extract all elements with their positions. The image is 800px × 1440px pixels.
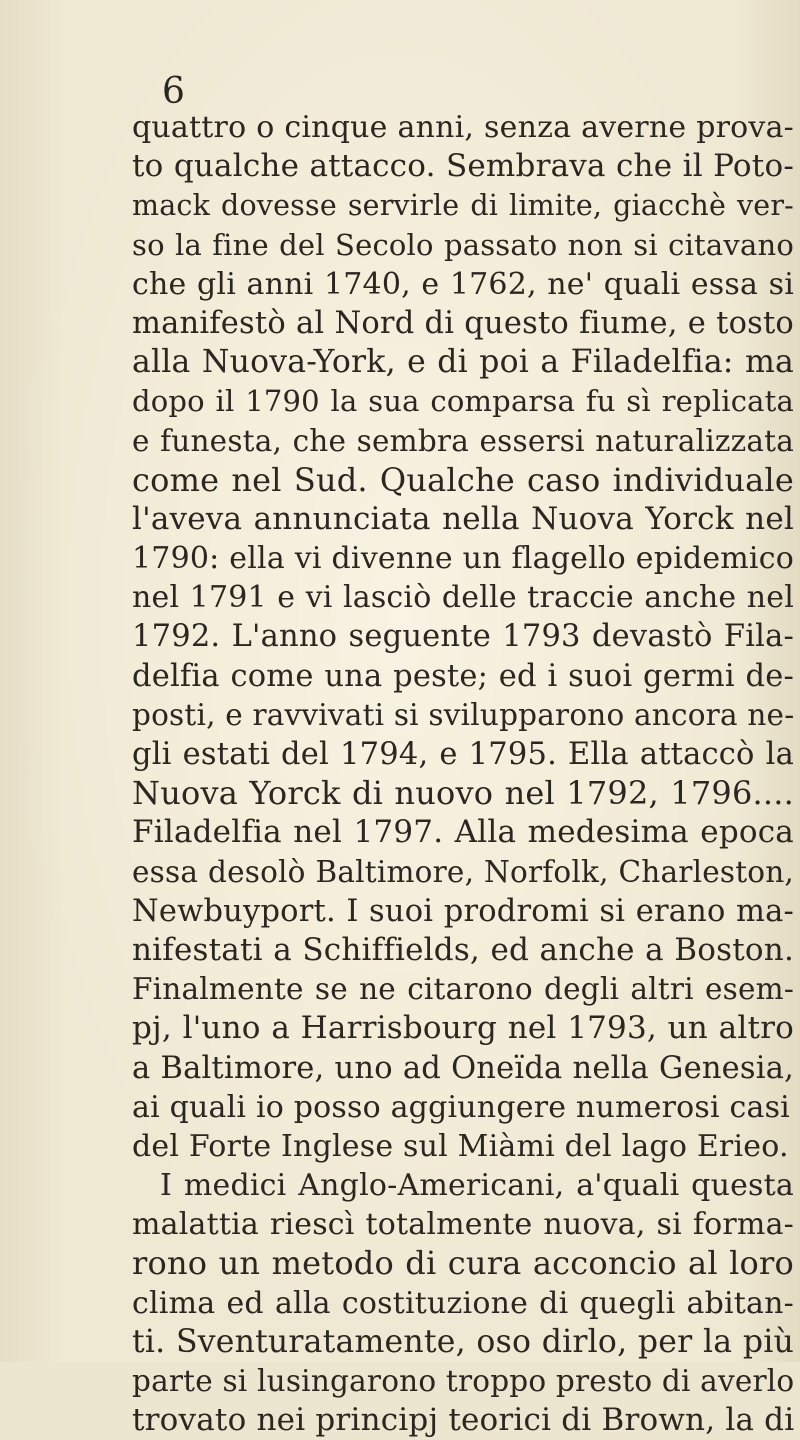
body-text bbox=[132, 108, 794, 1440]
text-line: clima ed alla costituzione di quegli abitan- bbox=[132, 1285, 794, 1321]
page-number: 6 bbox=[162, 71, 185, 112]
text-line: del Forte Inglese sul Miàmi del lago Erieo. bbox=[132, 1128, 789, 1164]
text-line: parte si lusingarono troppo presto di averlo bbox=[132, 1364, 794, 1398]
text-line: alla Nuova-York, e di poi a Filadelfia: ma bbox=[132, 344, 794, 381]
text-line: rono un metodo di cura acconcio al loro bbox=[132, 1244, 794, 1283]
text-line: nel 1791 e vi lasciò delle traccie anche nel bbox=[132, 580, 794, 616]
text-line: essa desolò Baltimore, Norfolk, Charleston, bbox=[132, 854, 794, 889]
text-line: ai quali io posso aggiungere numerosi casi bbox=[132, 1089, 790, 1125]
text-line: mack dovesse servirle di limite, giacchè ver- bbox=[132, 189, 794, 223]
text-line: malattia riescì totalmente nuova, si forma- bbox=[132, 1207, 794, 1243]
text-line: I medici Anglo-Americani, a'quali questa bbox=[160, 1168, 794, 1204]
text-line: come nel Sud. Qualche caso individuale bbox=[132, 460, 794, 499]
text-line: dopo il 1790 la sua comparsa fu sì replicata bbox=[132, 384, 794, 419]
text-line: Finalmente se ne citarono degli altri esem- bbox=[132, 972, 794, 1007]
text-line: che gli anni 1740, e 1762, ne' quali essa si bbox=[132, 266, 794, 302]
text-line: so la fine del Secolo passato non si citavano bbox=[132, 227, 794, 262]
text-line: nifestati a Schiffields, ed anche a Boston. bbox=[132, 931, 794, 968]
text-line: 1790: ella vi divenne un flagello epidemico bbox=[132, 541, 794, 577]
text-line: delfia come una peste; ed i suoi germi de- bbox=[132, 658, 794, 694]
text-line: l'aveva annunciata nella Nuova Yorck nel bbox=[132, 500, 794, 537]
text-line: a Baltimore, uno ad Oneïda nella Genesia, bbox=[132, 1050, 794, 1086]
text-line: ti. Sventuratamente, oso dirlo, per la più bbox=[132, 1323, 794, 1360]
text-line: quattro o cinque anni, senza averne prova- bbox=[132, 110, 794, 145]
text-line: posti, e ravvivati si svilupparono ancora ne- bbox=[132, 697, 794, 732]
text-line: e funesta, che sembra essersi naturalizzata bbox=[132, 423, 794, 458]
text-line: manifestò al Nord di questo fiume, e tosto bbox=[132, 305, 794, 341]
text-line: 1792. L'anno seguente 1793 devastò Fila- bbox=[132, 619, 794, 655]
text-line: pj, l'uno a Harrisbourg nel 1793, un altro bbox=[132, 1010, 794, 1047]
text-line: gli estati del 1794, e 1795. Ella attaccò la bbox=[132, 737, 794, 772]
text-line: Filadelfia nel 1797. Alla medesima epoca bbox=[132, 814, 794, 851]
text-line: trovato nei principj teorici di Brown, la di bbox=[132, 1402, 794, 1439]
text-line: to qualche attacco. Sembrava che il Poto- bbox=[132, 148, 794, 185]
text-line: Newbuyport. I suoi prodromi si erano ma- bbox=[132, 893, 794, 929]
text-line: Nuova Yorck di nuovo nel 1792, 1796.... bbox=[132, 774, 794, 813]
